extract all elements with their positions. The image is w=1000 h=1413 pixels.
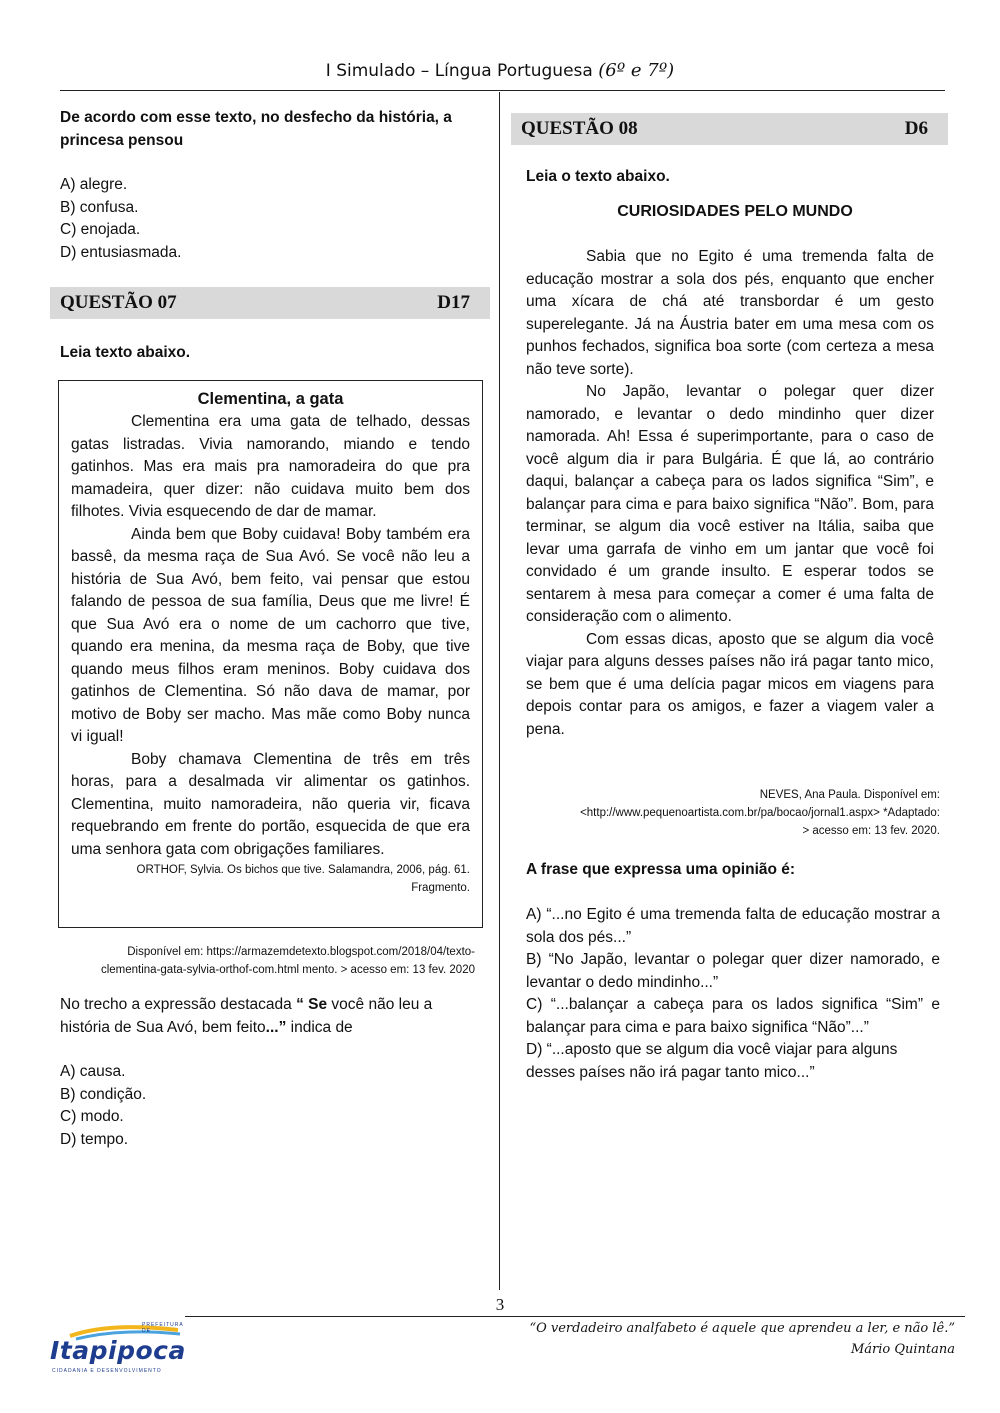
- text-reference-line: ORTHOF, Sylvia. Os bichos que tive. Salamandra, 2006, pág. 61.: [136, 864, 470, 876]
- q7-label: QUESTÃO 07: [60, 292, 177, 313]
- q7-options: [60, 1061, 475, 1151]
- itapipoca-logo: [50, 1320, 190, 1380]
- q8-code: D6: [904, 118, 928, 139]
- footer-divider: [185, 1316, 965, 1317]
- page-number: 3: [495, 1295, 505, 1314]
- option-d: D) tempo.: [60, 1130, 129, 1148]
- q7-question-quote: “: [291, 996, 309, 1013]
- option-a: A) alegre.: [60, 176, 128, 193]
- q6-options: [60, 174, 475, 264]
- q8-question: A frase que expressa uma opinião é:: [526, 861, 796, 878]
- option-a: A) causa.: [60, 1063, 126, 1080]
- q7-question-part: você não leu a história de Sua Avó, bem feito: [60, 996, 433, 1036]
- option-a: A) “...no Egito é uma tremenda falta de educação mostrar a sola dos pés...”: [526, 906, 940, 946]
- q7-instruction: Leia texto abaixo.: [60, 344, 191, 361]
- option-c: C) modo.: [60, 1108, 124, 1125]
- q6-question: De acordo com esse texto, no desfecho da história, a princesa pensou: [60, 109, 452, 149]
- q8-instruction: Leia o texto abaixo.: [526, 168, 670, 185]
- q8-header-bar: [511, 113, 948, 145]
- q7-question-dots: ...”: [265, 1018, 287, 1036]
- text-paragraph: Sabia que no Egito é uma tremenda falta de educação mostrar a sola dos pés, enquanto que encher uma xícara de chá até transbordar é um gesto superelegante. Já na Áustria bater em uma mesa com os punhos fechados, significa boa sorte (com certeza a mesa não teve sorte).: [526, 248, 934, 378]
- option-d: D) entusiasmada.: [60, 243, 182, 261]
- text-paragraph: No Japão, levantar o polegar quer dizer namorado, e levantar o dedo mindinho quer dizer namorada. Ah! Essa é superimportante, para o caso de você algum dia ir para Bulgária. É que lá, ao contrário daqui, balançar a cabeça para os lados significa “Sim”, e balançar para cima e para baixo significa “Não”. Bom, para terminar, se algum dia você estiver na Itália, saiba que levar uma garrafa de vinho em um jantar que você foi convidado é um grande insulto. E esperar todos se sentarem à mesa para começar a comer é uma falta de consideração com o alimento.: [526, 383, 934, 625]
- option-c: C) “...balançar a cabeça para os lados significa “Sim” e balançar para cima e para baixo significa “Não”...”: [526, 996, 940, 1036]
- footer-quote: “O verdadeiro analfabeto é aquele que aprendeu a ler, e não lê.”: [529, 1321, 955, 1336]
- text-title: CURIOSIDADES PELO MUNDO: [617, 203, 853, 220]
- q7-question-part: No trecho a expressão destacada: [60, 996, 292, 1013]
- logo-tagline: CIDADANIA E DESENVOLVIMENTO: [52, 1368, 162, 1374]
- text-box-clementina: [58, 380, 483, 928]
- reference-line: > acesso em: 13 fev. 2020.: [802, 825, 940, 837]
- q7-question-highlight: Se: [308, 996, 328, 1013]
- header-divider: [60, 90, 945, 91]
- q7-header-bar: [50, 287, 490, 319]
- reference-line: <http://www.pequenoartista.com.br/pa/bocao/jornal1.aspx> *Adaptado:: [580, 807, 940, 819]
- page-header: [0, 60, 1000, 81]
- option-b: B) “No Japão, levantar o polegar quer dizer namorado, e levantar o dedo mindinho...”: [526, 951, 940, 991]
- column-divider: [499, 92, 500, 1290]
- q7-code: D17: [437, 292, 470, 313]
- text-reference-line: Fragmento.: [411, 882, 470, 894]
- logo-top-text: PREFEITURA DE: [142, 1322, 184, 1334]
- source-citation: [58, 943, 475, 979]
- text-reference: [71, 861, 470, 897]
- option-b: B) condição.: [60, 1085, 147, 1103]
- option-b: B) confusa.: [60, 198, 139, 216]
- text-paragraph: Com essas dicas, aposto que se algum dia você viajar para alguns desses países não irá pagar tanto mico, se bem que é uma delícia pagar micos em viagens para depois contar para os amigos, e fazer a viagem valer a pena.: [526, 630, 934, 738]
- text-reference: [526, 786, 940, 840]
- text-paragraph: Boby chamava Clementina de três em três horas, para a desalmada vir alimentar os gatinhos. Clementina, muito namoradeira, não queria vir, ficava requebrando em frente do portão, esquecida de que era uma senhora gata com obrigações familiares.: [71, 750, 470, 858]
- text-title: Clementina, a gata: [197, 390, 344, 408]
- text-curiosidades: [526, 246, 934, 741]
- option-c: C) enojada.: [60, 221, 141, 238]
- source-line: Disponível em: https://armazemdetexto.blogspot.com/2018/04/texto-: [127, 946, 475, 958]
- header-title: I Simulado – Língua Portuguesa: [325, 61, 593, 81]
- header-grades: (6º e 7º): [598, 60, 675, 81]
- text-paragraph: Ainda bem que Boby cuidava! Boby também era bassê, da mesma raça de Sua Avó. Se você não leu a história de Sua Avó, bem feito, vai pensar que estou falando de pessoa de sua família, Deus que me livre! É que Sua Avó era o nome de um cachorro que tive, quando era menina, da mesma raça de Boby, que tive quando meus filhos eram meninos. Boby cuidava dos gatinhos de Clementina. Só não dava de mamar, por motivo de Boby ser macho. Mas mãe como Boby nunca vi igual!: [71, 525, 470, 745]
- footer-author: Mário Quintana: [850, 1342, 955, 1357]
- option-d: D) “...aposto que se algum dia você viajar para alguns desses países não irá pagar tanto mico...”: [526, 1041, 898, 1081]
- footer-quote-block: [529, 1318, 955, 1360]
- source-line: clementina-gata-sylvia-orthof-com.html mento. > acesso em: 13 fev. 2020: [100, 964, 475, 976]
- q8-label: QUESTÃO 08: [521, 118, 638, 139]
- q7-question: [60, 994, 475, 1039]
- q8-options: [526, 904, 940, 1084]
- text-paragraph: Clementina era uma gata de telhado, dessas gatas listradas. Vivia namorando, miando e tendo gatinhos. Mas era mais pra namoradeira do que pra mamadeira, quer dizer: não cuidava muito bem dos filhotes. Vivia esquecendo de dar de mamar.: [71, 413, 470, 520]
- logo-text: Itapipoca: [50, 1336, 186, 1365]
- reference-line: NEVES, Ana Paula. Disponível em:: [759, 789, 940, 801]
- q7-question-part: indica de: [286, 1018, 353, 1036]
